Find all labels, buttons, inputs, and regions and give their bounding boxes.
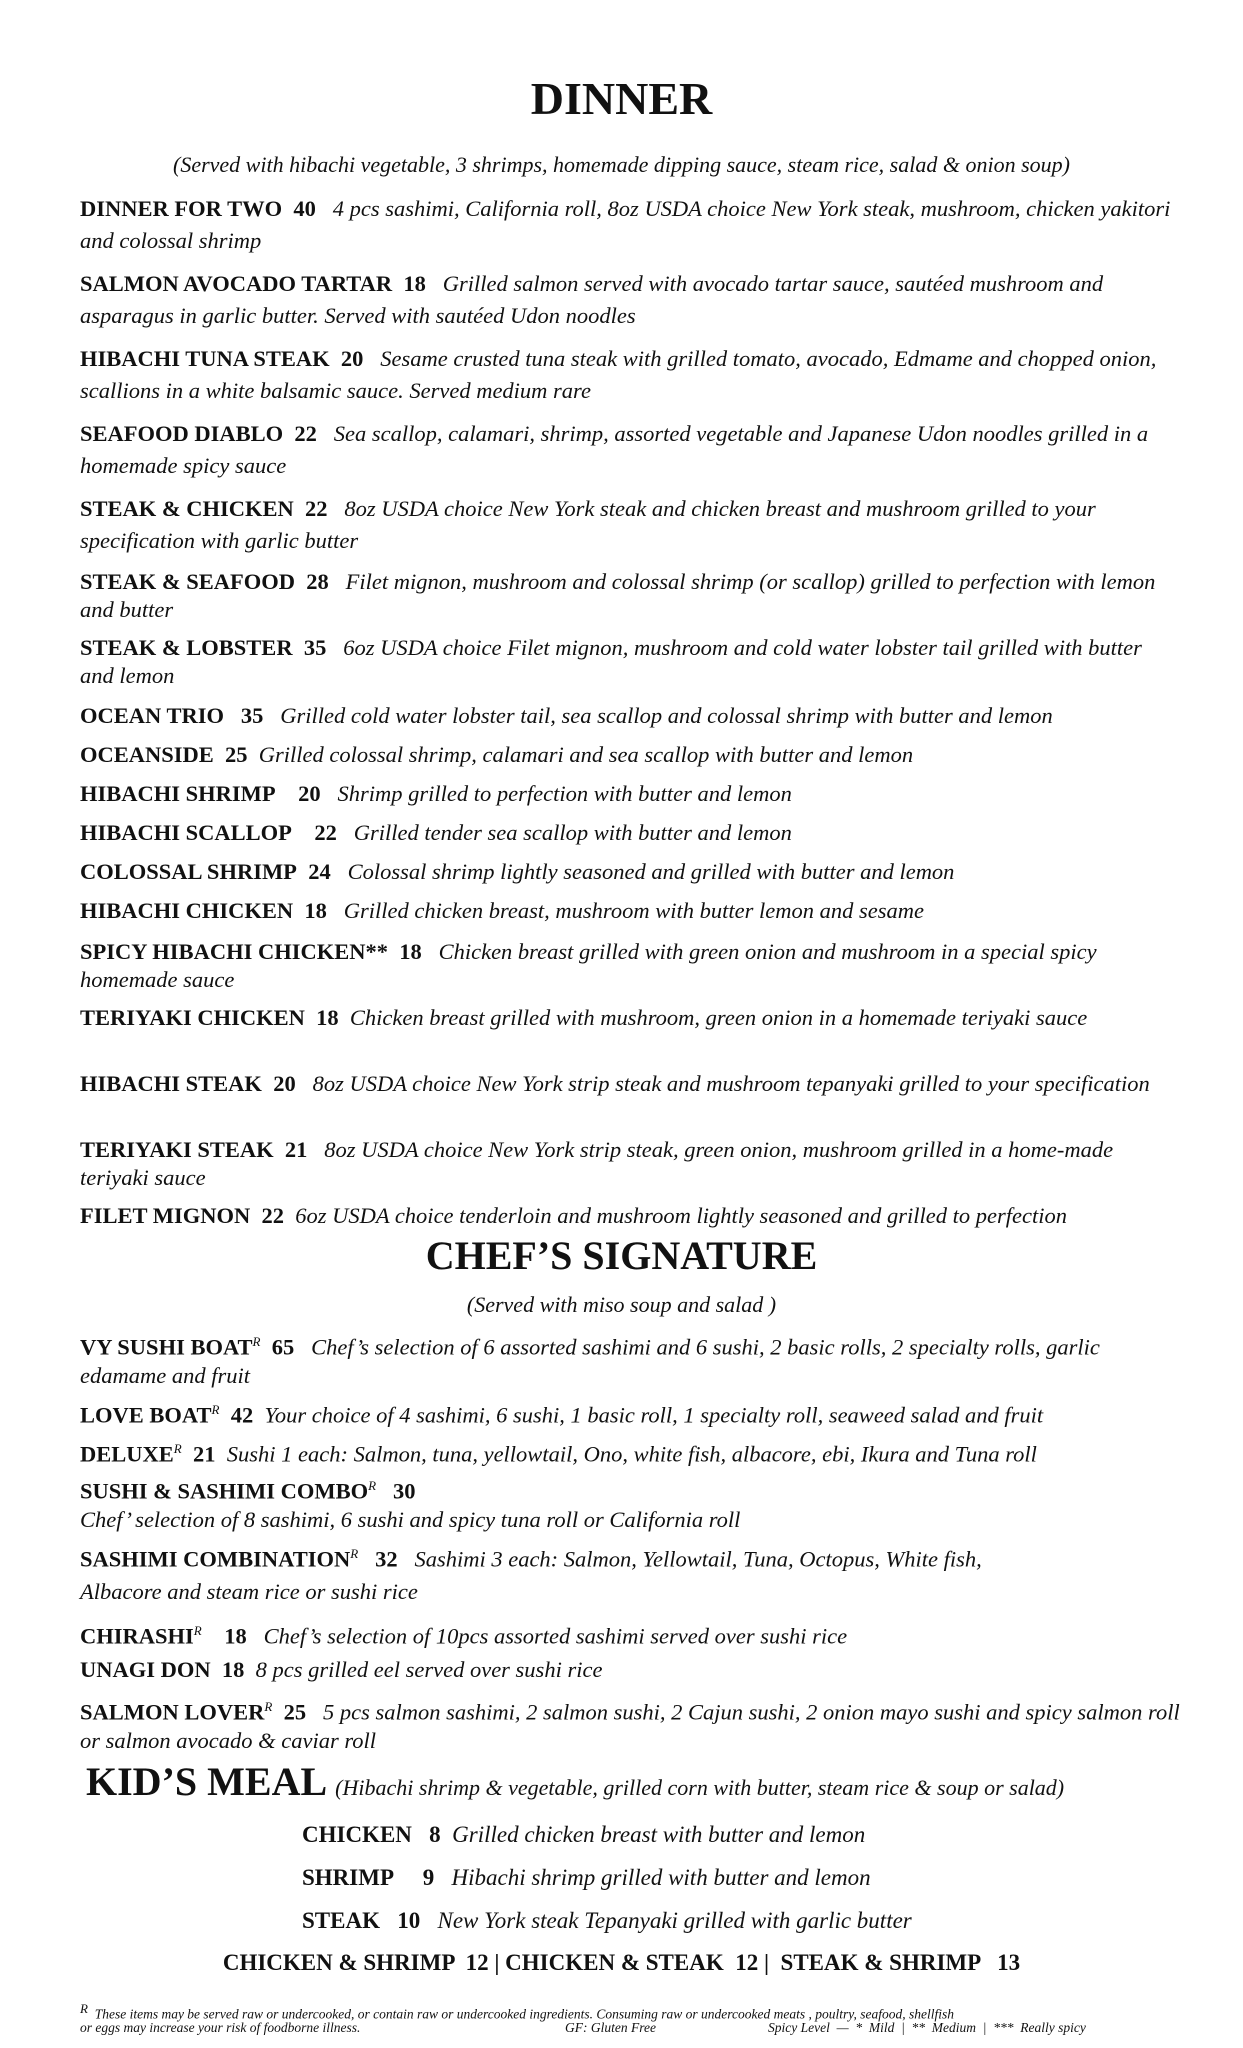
item-desc: 8oz USDA choice New York strip steak and mushroom tepanyaki grilled to your specification [312, 1071, 1150, 1096]
menu-item [80, 493, 1180, 557]
item-desc: Hibachi shrimp grilled with butter and lemon [451, 1865, 871, 1890]
item-price: 35 [240, 703, 264, 728]
menu-item [80, 739, 1180, 771]
chef-signature-subtitle: (Served with miso soup and salad ) [466, 1292, 777, 1317]
menu-item [80, 938, 1180, 994]
item-desc: Albacore and steam rice or sushi rice [80, 1579, 418, 1604]
item-name: UNAGI DON [80, 1657, 211, 1682]
item-price: 30 [393, 1478, 416, 1504]
item-desc: Sesame crusted tuna steak with grilled tomato, avocado, Edmame and chopped onion, scallions in a white balsamic sauce. Served medium rare [80, 346, 1157, 403]
item-name: STEAK & LOBSTER [80, 635, 293, 660]
item-desc: Filet mignon, mushroom and colossal shrimp (or scallop) grilled to perfection with lemon and butter [80, 569, 1156, 622]
item-price: 28 [306, 569, 329, 594]
item-desc: Grilled chicken breast with butter and lemon [452, 1822, 866, 1847]
item-desc: Chicken breast grilled with mushroom, green onion in a homemade teriyaki sauce [349, 1005, 1088, 1030]
item-desc: Chef’s selection of 6 assorted sashimi and 6 sushi, 2 basic rolls, 2 specialty rolls, garlic edamame and fruit [80, 1334, 1100, 1388]
item-name: TERIYAKI CHICKEN [80, 1005, 305, 1030]
item-price: 40 [293, 196, 316, 221]
item-name: HIBACHI SCALLOP [80, 820, 292, 845]
menu-item-continued [80, 1576, 1180, 1608]
item-price: 18 [316, 1005, 339, 1030]
item-desc: 8oz USDA choice New York strip steak, green onion, mushroom grilled in a home-made teriyaki sauce [80, 1137, 1114, 1190]
menu-item [80, 1615, 1180, 1653]
item-name: STEAK [302, 1908, 380, 1933]
chef-signature-title: CHEF’S SIGNATURE [425, 1233, 818, 1278]
item-name: DINNER FOR TWO [80, 196, 283, 221]
item-desc: Grilled colossal shrimp, calamari and sea scallop with butter and lemon [258, 742, 914, 767]
item-desc: 8 pcs grilled eel served over sushi rice [255, 1657, 603, 1682]
item-price: 32 [375, 1546, 398, 1572]
item-name: OCEANSIDE [80, 742, 214, 767]
item-desc: 5 pcs salmon sashimi, 2 salmon sushi, 2 Cajun sushi, 2 onion mayo sushi and spicy salmon roll or salmon avocado & caviar roll [80, 1699, 1180, 1753]
kids-item [302, 1819, 1202, 1851]
item-desc: Your choice of 4 sashimi, 6 sushi, 1 basic roll, 1 specialty roll, seaweed salad and fruit [264, 1402, 1044, 1428]
menu-item [80, 700, 1180, 732]
menu-item [80, 1004, 1180, 1032]
menu-item [80, 418, 1180, 482]
raw-mark: R [173, 1441, 182, 1456]
item-name: CHICKEN [302, 1822, 412, 1847]
item-desc: Chef’s selection of 10pcs assorted sashimi served over sushi rice [263, 1623, 848, 1649]
menu-item [80, 1394, 1180, 1432]
item-price: 24 [308, 859, 331, 884]
raw-warning-text: These items may be served raw or undercooked, or contain raw or undercooked ingredients. Consuming raw or undercooked meats , poultry, seafood, shellfish [94, 2006, 954, 2022]
menu-item [80, 343, 1180, 407]
menu-item [80, 1693, 1180, 1755]
menu-item [80, 1200, 1180, 1232]
item-price: 22 [314, 820, 337, 845]
item-name: VY SUSHI BOAT [80, 1334, 253, 1360]
item-desc: Chef’ selection of 8 sashimi, 6 sushi and spicy tuna roll or California roll [80, 1506, 741, 1532]
item-desc: Sushi 1 each: Salmon, tuna, yellowtail, Ono, white fish, albacore, ebi, Ikura and Tuna roll [226, 1441, 1037, 1467]
item-name: HIBACHI STEAK [80, 1071, 262, 1096]
item-desc: 4 pcs sashimi, California roll, 8oz USDA choice New York steak, mushroom, chicken yakitori and colossal shrimp [80, 196, 1171, 253]
item-price: 21 [284, 1137, 308, 1162]
item-price: 9 [422, 1865, 435, 1890]
item-desc: Grilled cold water lobster tail, sea scallop and colossal shrimp with butter and lemon [280, 703, 1053, 728]
item-name: SEAFOOD DIABLO [80, 421, 284, 446]
dinner-title: DINNER [530, 73, 713, 124]
raw-mark: R [80, 2001, 88, 2016]
kids-item [302, 1905, 1202, 1937]
raw-mark: R [350, 1546, 359, 1561]
item-name: SASHIMI COMBINATION [80, 1546, 351, 1572]
item-price: 18 [403, 271, 426, 296]
item-name: OCEAN TRIO [80, 703, 224, 728]
item-price: 20 [273, 1071, 296, 1096]
gluten-free-legend: GF: Gluten Free [565, 2020, 656, 2035]
kids-meal-subtitle: (Hibachi shrimp & vegetable, grilled corn with butter, steam rice & soup or salad) [335, 1775, 1065, 1800]
item-name: SALMON LOVER [80, 1699, 265, 1725]
raw-mark: R [264, 1699, 273, 1714]
raw-mark: R [211, 1402, 220, 1417]
item-desc: Colossal shrimp lightly seasoned and grilled with butter and lemon [347, 859, 955, 884]
item-name: STEAK & CHICKEN [80, 496, 294, 521]
item-name: SALMON AVOCADO TARTAR [80, 271, 393, 296]
item-name: COLOSSAL SHRIMP [80, 859, 297, 884]
item-price: 18 [304, 898, 327, 923]
raw-warning-text-2: or eggs may increase your risk of foodborne illness. [80, 2020, 361, 2035]
menu-item [80, 1654, 1180, 1686]
menu-item [80, 634, 1180, 690]
kids-combos: CHICKEN & SHRIMP 12 | CHICKEN & STEAK 12 | STEAK & SHRIMP 13 [222, 1950, 1021, 1975]
raw-mark: R [252, 1334, 261, 1349]
menu-item [80, 268, 1180, 332]
menu-item [80, 1070, 1180, 1098]
item-name: DELUXE [80, 1441, 174, 1467]
item-price: 25 [225, 742, 248, 767]
menu-item [80, 568, 1180, 624]
item-name: HIBACHI CHICKEN [80, 898, 294, 923]
item-name: HIBACHI SHRIMP [80, 781, 276, 806]
item-desc: 6oz USDA choice tenderloin and mushroom lightly seasoned and grilled to perfection [295, 1203, 1068, 1228]
item-name: LOVE BOAT [80, 1402, 212, 1428]
menu-item [80, 1328, 1180, 1390]
menu-item [80, 1433, 1180, 1471]
item-name: STEAK & SEAFOOD [80, 569, 296, 594]
item-price: 18 [399, 939, 422, 964]
item-price: 18 [221, 1657, 245, 1682]
item-desc: New York steak Tepanyaki grilled with garlic butter [437, 1908, 912, 1933]
item-desc: 8oz USDA choice New York steak and chicken breast and mushroom grilled to your specification with garlic butter [80, 496, 1096, 553]
raw-mark: R [193, 1623, 202, 1638]
menu-item [80, 778, 1180, 810]
item-price: 22 [305, 496, 328, 521]
item-price: 22 [261, 1203, 284, 1228]
menu-item [80, 817, 1180, 849]
kids-meal-header [86, 1758, 1186, 1805]
kids-item [302, 1862, 1202, 1894]
item-desc: Grilled tender sea scallop with butter and lemon [353, 820, 792, 845]
item-name: SUSHI & SASHIMI COMBO [80, 1478, 369, 1504]
menu-item [80, 856, 1180, 888]
item-price: 20 [298, 781, 321, 806]
item-desc: Grilled chicken breast, mushroom with butter lemon and sesame [343, 898, 924, 923]
raw-mark: R [368, 1478, 377, 1493]
item-price: 21 [192, 1441, 216, 1467]
item-price: 8 [429, 1822, 441, 1847]
item-price: 42 [230, 1402, 254, 1428]
item-desc: Sea scallop, calamari, shrimp, assorted vegetable and Japanese Udon noodles grilled in a homemade spicy sauce [80, 421, 1149, 478]
item-name: TERIYAKI STEAK [80, 1137, 274, 1162]
menu-item [80, 1472, 1180, 1534]
item-name: SHRIMP [302, 1865, 394, 1890]
item-name: FILET MIGNON [80, 1203, 251, 1228]
item-price: 35 [303, 635, 327, 660]
menu-item [80, 895, 1180, 927]
item-price: 65 [271, 1334, 295, 1360]
item-name: SPICY HIBACHI CHICKEN** [80, 939, 388, 964]
item-price: 18 [224, 1623, 247, 1649]
item-price: 10 [397, 1908, 421, 1933]
menu-item [80, 1538, 1180, 1576]
item-desc: Sashimi 3 each: Salmon, Yellowtail, Tuna, Octopus, White fish, [414, 1546, 982, 1572]
item-name: CHIRASHI [80, 1623, 194, 1649]
spicy-level-legend: Spicy Level — * Mild | ** Medium | *** Really spicy [768, 2020, 1086, 2035]
item-desc: 6oz USDA choice Filet mignon, mushroom and cold water lobster tail grilled with butter and lemon [80, 635, 1142, 688]
item-desc: Grilled salmon served with avocado tartar sauce, sautéed mushroom and asparagus in garlic butter. Served with sautéed Udon noodles [80, 271, 1104, 328]
item-price: 25 [283, 1699, 307, 1725]
item-desc: Chicken breast grilled with green onion and mushroom in a special spicy homemade sauce [80, 939, 1097, 992]
item-name: HIBACHI TUNA STEAK [80, 346, 330, 371]
menu-item [80, 193, 1180, 257]
kids-meal-title: KID’S MEAL [86, 1759, 328, 1804]
item-price: 22 [294, 421, 317, 446]
item-price: 20 [340, 346, 364, 371]
dinner-subtitle: (Served with hibachi vegetable, 3 shrimps, homemade dipping sauce, steam rice, salad & onion soup) [173, 152, 1070, 177]
menu-item [80, 1136, 1180, 1192]
item-desc: Shrimp grilled to perfection with butter and lemon [337, 781, 792, 806]
